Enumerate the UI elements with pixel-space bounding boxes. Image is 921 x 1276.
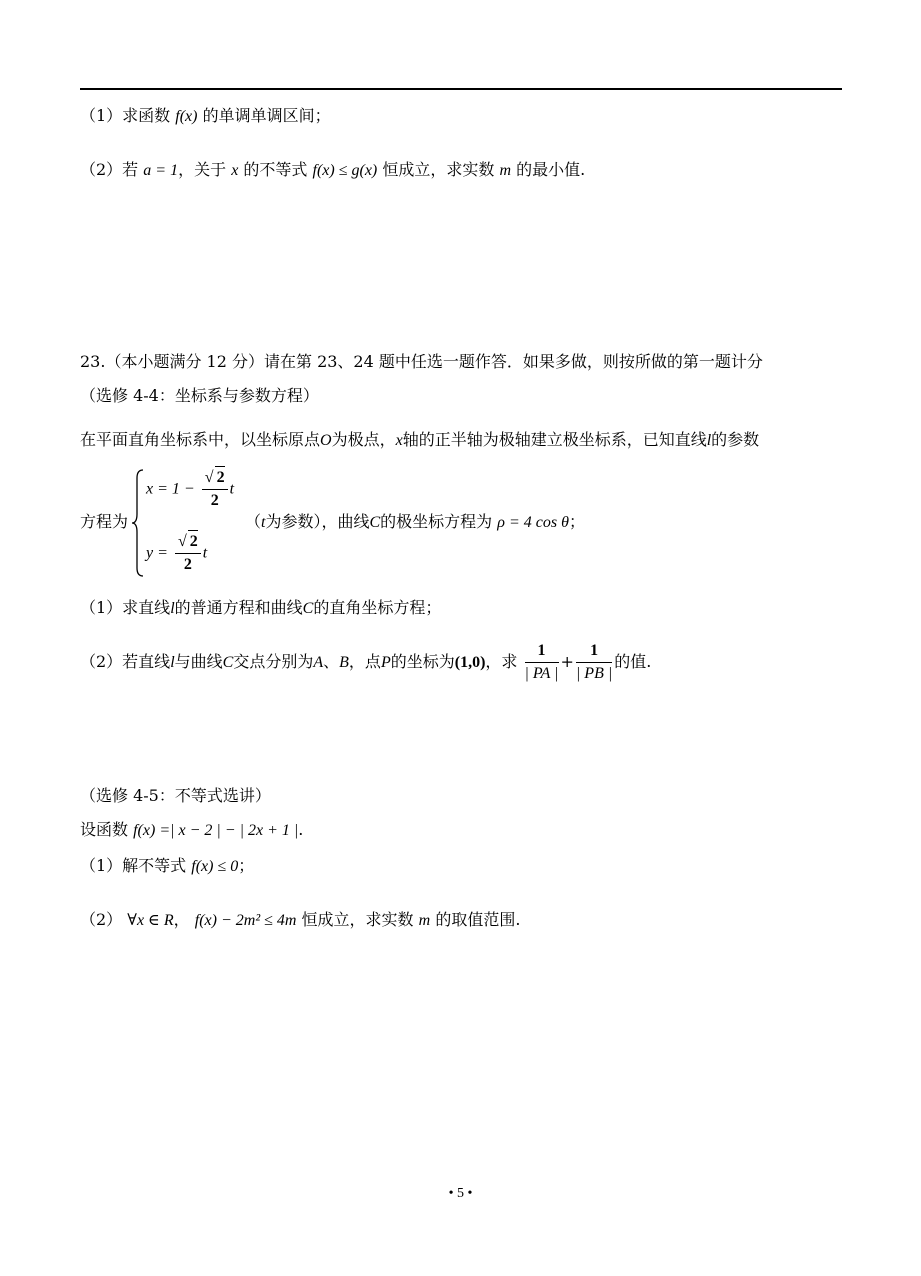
param-eq-x: x = 1 − $\frac{√ 2}{2}$ t — [146, 466, 234, 512]
reciprocal-pb-fraction: $\frac{1}{| PB |}$ — [575, 642, 613, 682]
param-note: （t为参数），曲线C的极坐标方程为 ρ = 4 cos θ； — [245, 512, 585, 531]
q22-part1: （1）求函数 f(x) 的单调单调区间； — [80, 106, 331, 125]
q23-part1: （1）求直线l的普通方程和曲线C的直角坐标方程； — [80, 598, 442, 617]
q23b-part2: （2） ∀x ∈ R， f(x) − 2m² ≤ 4m 恒成立，求实数 m 的取值范围. — [80, 910, 521, 929]
function-definition: 设函数 f(x) =| x − 2 | − | 2x + 1 |. — [80, 820, 304, 839]
q23b-part1: （1）解不等式 f(x) ≤ 0； — [80, 856, 255, 875]
sqrt2-over-2-fraction: $\frac{√ 2}{2}$ — [175, 530, 201, 576]
reciprocal-pa-fraction: $\frac{1}{| PA |}$ — [524, 642, 559, 682]
eq-label: 方程为 — [80, 512, 129, 531]
q23-header: 23.（本小题满分 12 分）请在第 23、24 题中任选一题作答．如果多做，则按所做的第一题计分 — [80, 352, 763, 371]
q23-intro: 在平面直角坐标系中，以坐标原点O为极点，x轴的正半轴为极轴建立极坐标系，已知直线l的参数 — [80, 430, 760, 449]
q22-part2: （2）若 a = 1，关于 x 的不等式 f(x) ≤ g(x) 恒成立，求实数 m 的最小值. — [80, 160, 586, 179]
left-brace-icon — [131, 468, 145, 578]
header-rule — [80, 88, 842, 90]
elective-4-5-title: （选修 4-5：不等式选讲） — [80, 786, 271, 805]
page-number: • 5 • — [448, 1186, 473, 1201]
elective-4-4-title: （选修 4-4：坐标系与参数方程） — [80, 386, 319, 405]
param-eq-y: y = $\frac{√ 2}{2}$ t — [146, 530, 207, 576]
q23-part2: （2）若直线l与曲线C交点分别为A、B，点P的坐标为(1,0)，求 $\frac{1}{| PA |}$ + $\frac{1}{| PB |}$ 的值. — [80, 640, 651, 685]
sqrt2-over-2-fraction: $\frac{√ 2}{2}$ — [202, 466, 228, 512]
